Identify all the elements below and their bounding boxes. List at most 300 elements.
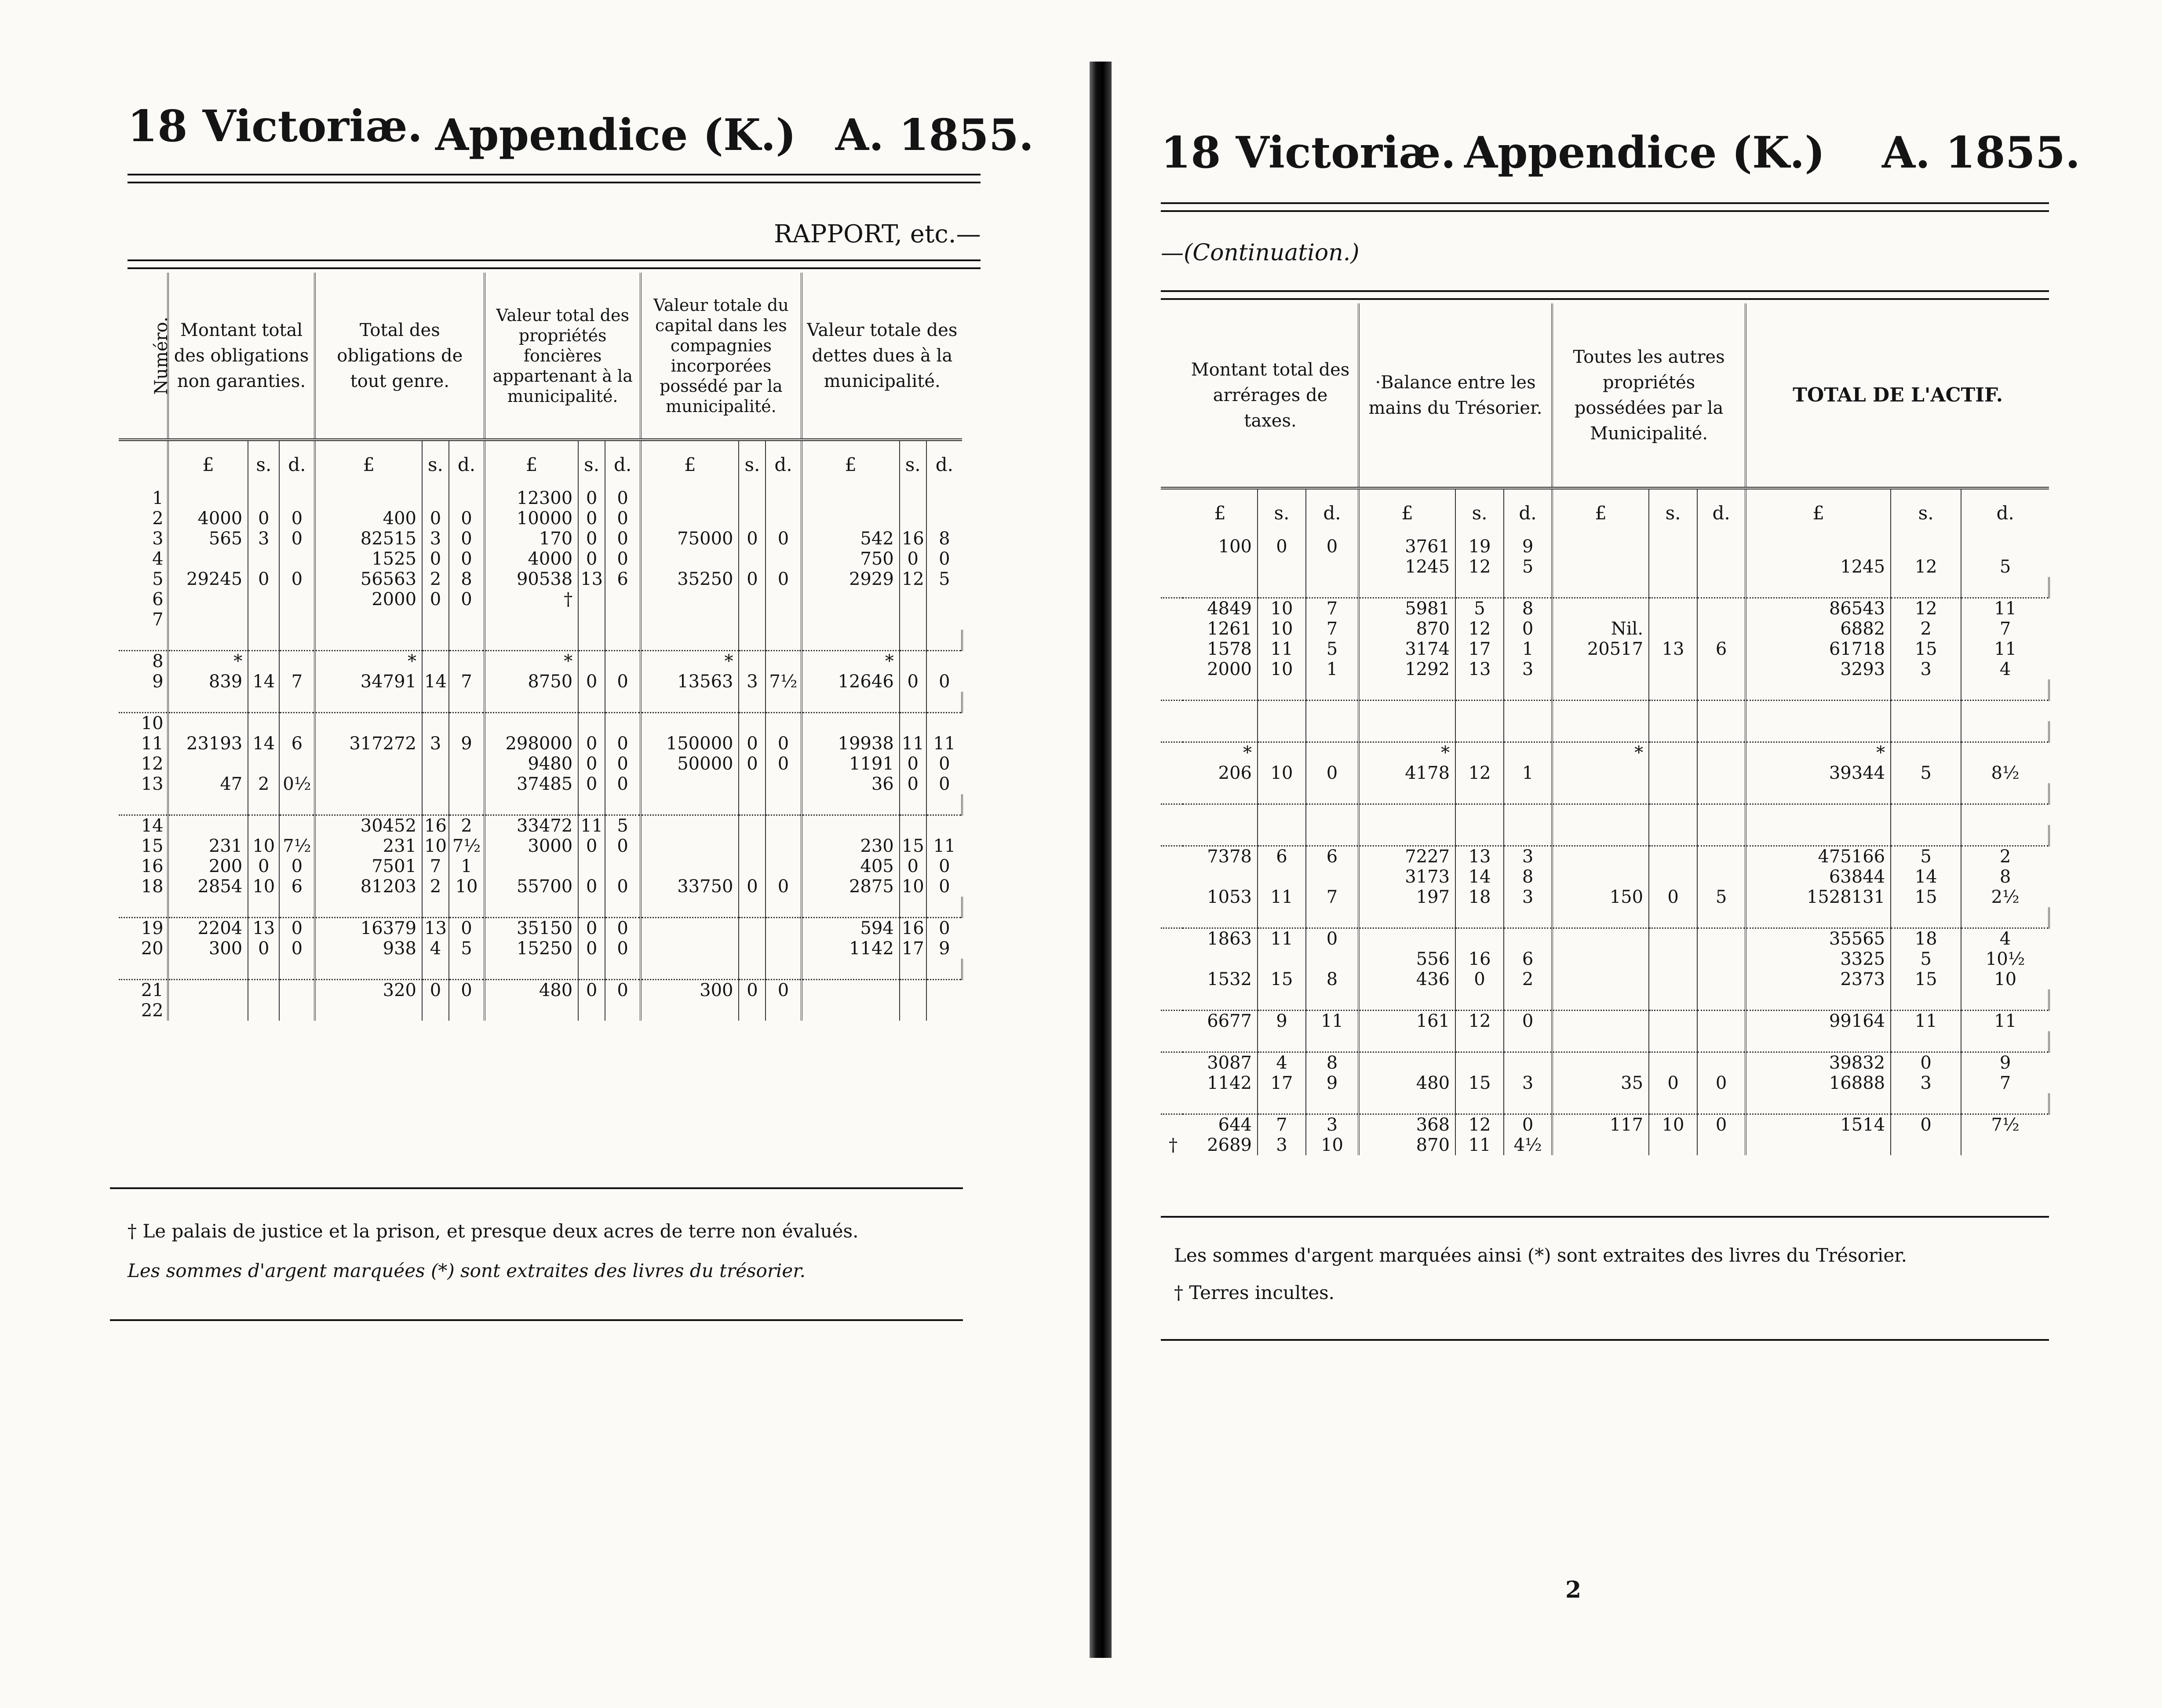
row-number: 12 <box>119 754 168 774</box>
shillings-cell: 0 <box>578 754 605 774</box>
shillings-cell <box>900 488 926 508</box>
shillings-cell <box>739 836 766 856</box>
pence-cell: 0 <box>605 938 641 959</box>
shillings-cell: 0 <box>739 754 766 774</box>
shillings-cell: 2 <box>1891 619 1961 639</box>
pence-cell: 0 <box>939 754 950 774</box>
pence-cell: 1 <box>1306 659 1359 679</box>
pence-cell <box>279 549 315 569</box>
pounds-cell <box>641 713 739 734</box>
pence-cell <box>926 980 962 1001</box>
pounds-cell: Nil. <box>1552 619 1649 639</box>
pounds-cell: 63844 <box>1746 867 1891 887</box>
pence-cell <box>926 609 962 630</box>
shillings-cell: 0 <box>422 549 449 569</box>
pence-cell: 3 <box>1504 887 1552 907</box>
shillings-cell: 17 <box>1455 639 1504 659</box>
pence-cell: 6 <box>279 734 315 754</box>
pence-cell <box>1961 742 2049 763</box>
pounds-cell: † <box>485 589 578 609</box>
pence-cell: 0 <box>605 754 641 774</box>
shillings-cell: 12 <box>900 569 926 589</box>
shillings-cell <box>1258 701 1306 722</box>
left-page <box>0 0 1046 1708</box>
book-gutter <box>1090 62 1112 1658</box>
pence-cell: 5 <box>1697 887 1746 907</box>
pence-cell: 6 <box>279 876 315 897</box>
shillings-cell: 19 <box>1455 536 1504 557</box>
shillings-cell: 0 <box>578 672 605 692</box>
shillings-cell <box>248 651 279 672</box>
pence-cell: 7 <box>1306 598 1359 619</box>
row-marker <box>1161 763 1183 783</box>
row-number: 11 <box>119 734 168 754</box>
pounds-cell: 7227 <box>1359 846 1455 867</box>
pounds-cell <box>168 815 248 836</box>
shillings-cell <box>578 1000 605 1021</box>
shillings-cell <box>1455 701 1504 722</box>
table-row <box>1161 763 2049 783</box>
table-row <box>119 856 962 876</box>
pounds-cell: 61718 <box>1746 639 1891 659</box>
shillings-cell: 0 <box>1258 536 1306 557</box>
shillings-cell: 0 <box>1649 1073 1697 1093</box>
pence-cell <box>1697 1011 1746 1032</box>
table-row <box>119 488 962 508</box>
row-marker <box>1161 659 1183 679</box>
shillings-cell: 10 <box>900 876 926 897</box>
shillings-cell <box>1891 1135 1961 1155</box>
shillings-cell: 2 <box>248 774 279 794</box>
pounds-cell: 33750 <box>641 876 739 897</box>
shillings-cell: 0 <box>578 529 605 549</box>
pence-cell: 0 <box>605 508 641 529</box>
pounds-cell <box>641 1000 739 1021</box>
pence-cell: 9 <box>939 938 950 959</box>
shillings-cell: 15 <box>1258 969 1306 989</box>
shillings-cell: 0 <box>248 938 279 959</box>
shillings-cell <box>1649 804 1697 825</box>
shillings-cell: 10 <box>248 836 279 856</box>
pounds-cell <box>802 609 900 630</box>
pounds-cell: 39344 <box>1746 763 1891 783</box>
pounds-cell: * <box>485 651 578 672</box>
pence-cell: 11 <box>1994 599 2017 619</box>
shillings-cell: 13 <box>1649 639 1697 659</box>
pounds-cell: 1142 <box>1183 1073 1258 1093</box>
shillings-cell <box>900 651 926 672</box>
table-top-rule <box>128 259 981 269</box>
pence-cell <box>1306 557 1359 577</box>
col-total-assets: TOTAL DE L'ACTIF. <box>1793 383 2003 406</box>
pounds-cell: 436 <box>1359 969 1455 989</box>
table-top-rule <box>1161 290 2049 300</box>
shillings-cell <box>1649 701 1697 722</box>
header-rule <box>1161 202 2049 212</box>
pounds-cell: 16379 <box>315 918 422 939</box>
pence-cell <box>766 774 801 794</box>
shillings-cell: 16 <box>422 815 449 836</box>
shillings-cell: 5 <box>1891 763 1961 783</box>
pence-cell <box>1697 598 1746 619</box>
pounds-cell: 12300 <box>485 488 578 508</box>
row-spacer <box>1161 783 2049 804</box>
pence-cell: 7 <box>1999 619 2011 639</box>
pounds-cell <box>168 713 248 734</box>
table-row <box>119 589 962 609</box>
pence-cell <box>1504 804 1552 825</box>
pounds-cell: 3087 <box>1183 1052 1258 1073</box>
pounds-cell <box>1183 867 1258 887</box>
shillings-cell: 11 <box>900 734 926 754</box>
pence-cell: 0 <box>1504 619 1552 639</box>
row-number: 5 <box>119 569 168 589</box>
shillings-cell <box>1649 1011 1697 1032</box>
pounds-cell <box>802 713 900 734</box>
shillings-cell: 0 <box>578 938 605 959</box>
pounds-cell <box>802 488 900 508</box>
pence-cell <box>766 589 801 609</box>
pounds-cell <box>168 754 248 774</box>
row-marker <box>1161 557 1183 577</box>
pence-cell <box>926 651 962 672</box>
pence-cell: 6 <box>1504 949 1552 969</box>
pounds-cell <box>1552 659 1649 679</box>
pence-cell: 0 <box>766 569 801 589</box>
shillings-cell <box>1891 804 1961 825</box>
pounds-cell: 35 <box>1552 1073 1649 1093</box>
shillings-cell: 0 <box>422 589 449 609</box>
pounds-cell: 480 <box>1359 1073 1455 1093</box>
pence-cell: 0 <box>605 549 641 569</box>
pounds-cell: * <box>1552 742 1649 763</box>
pence-cell: 1 <box>1504 639 1552 659</box>
shillings-cell <box>739 713 766 734</box>
pounds-cell: 2854 <box>168 876 248 897</box>
pence-cell: 0 <box>605 774 641 794</box>
pence-cell <box>766 856 801 876</box>
pounds-cell <box>641 938 739 959</box>
pounds-cell: 50000 <box>641 754 739 774</box>
shillings-cell <box>1649 619 1697 639</box>
pence-cell <box>1306 742 1359 763</box>
pence-cell <box>1697 763 1746 783</box>
pounds-cell <box>641 815 739 836</box>
shillings-cell <box>1455 928 1504 949</box>
pounds-cell: * <box>315 651 422 672</box>
table-row <box>1161 949 2049 969</box>
pence-cell <box>449 609 485 630</box>
pounds-cell: 2929 <box>802 569 900 589</box>
table-row <box>119 774 962 794</box>
shillings-cell <box>422 1000 449 1021</box>
row-spacer <box>1161 721 2049 742</box>
pounds-cell: 542 <box>802 529 900 549</box>
pence-cell <box>1697 949 1746 969</box>
pounds-cell: 86543 <box>1746 598 1891 619</box>
pence-cell: 4½ <box>1504 1135 1552 1155</box>
row-marker <box>1161 949 1183 969</box>
table-row <box>1161 1011 2049 1032</box>
pence-cell <box>1697 659 1746 679</box>
pounds-cell <box>168 589 248 609</box>
shillings-cell <box>1649 557 1697 577</box>
table-row <box>119 918 962 939</box>
shillings-cell <box>739 651 766 672</box>
pence-cell: 9 <box>1306 1073 1359 1093</box>
pounds-cell <box>315 488 422 508</box>
row-number: 22 <box>119 1000 168 1021</box>
pounds-cell: 35250 <box>641 569 739 589</box>
pence-cell: 0 <box>939 774 950 794</box>
table-row <box>1161 619 2049 639</box>
shillings-cell: 3 <box>422 529 449 549</box>
table-row <box>1161 969 2049 989</box>
pounds-cell: 231 <box>168 836 248 856</box>
row-spacer <box>119 794 962 815</box>
pounds-cell: 6677 <box>1183 1011 1258 1032</box>
col-company-capital: Valeur totale du capital dans les compagnies incorporées possédé par la municipalité. <box>641 273 801 440</box>
shillings-cell: 13 <box>578 569 605 589</box>
table-row <box>1161 887 2049 907</box>
shillings-cell: 10 <box>1649 1114 1697 1135</box>
shillings-cell: 11 <box>578 815 605 836</box>
pence-cell: 0 <box>1504 1011 1552 1032</box>
table-row <box>119 529 962 549</box>
shillings-cell: 14 <box>422 672 449 692</box>
pounds-cell: 30452 <box>315 815 422 836</box>
pounds-cell: 320 <box>315 980 422 1001</box>
shillings-cell: 13 <box>248 918 279 939</box>
shillings-cell <box>900 508 926 529</box>
pence-cell: 0 <box>1306 763 1359 783</box>
pounds-cell: 938 <box>315 938 422 959</box>
pounds-cell: 3000 <box>485 836 578 856</box>
shillings-cell <box>1649 969 1697 989</box>
pounds-cell: 1525 <box>315 549 422 569</box>
shillings-cell <box>1649 928 1697 949</box>
shillings-cell <box>900 609 926 630</box>
pence-cell <box>1306 804 1359 825</box>
pence-cell <box>449 754 485 774</box>
pence-cell: 5 <box>605 815 641 836</box>
pence-cell <box>449 713 485 734</box>
pounds-cell: * <box>1359 742 1455 763</box>
pence-cell: 0 <box>449 918 485 939</box>
pence-cell: 0 <box>1697 1073 1746 1093</box>
pence-cell: 5 <box>1504 557 1552 577</box>
pounds-cell: 150000 <box>641 734 739 754</box>
row-marker <box>1161 846 1183 867</box>
shillings-cell <box>248 713 279 734</box>
table-row <box>119 508 962 529</box>
shillings-cell <box>900 980 926 1001</box>
pounds-cell: 1053 <box>1183 887 1258 907</box>
shillings-cell: 15 <box>1891 639 1961 659</box>
pounds-cell: 20517 <box>1552 639 1649 659</box>
shillings-cell: 0 <box>739 734 766 754</box>
shillings-cell <box>1649 763 1697 783</box>
pounds-cell <box>168 549 248 569</box>
pence-cell: 10½ <box>1985 949 2025 969</box>
pence-cell <box>1306 867 1359 887</box>
pence-cell: 9 <box>1999 1053 2011 1073</box>
pence-cell: 3 <box>1504 1073 1552 1093</box>
table-row <box>1161 742 2049 763</box>
pence-cell: 0 <box>605 876 641 897</box>
shillings-cell: 4 <box>1258 1052 1306 1073</box>
pounds-cell <box>802 980 900 1001</box>
pence-cell: 0 <box>939 876 950 897</box>
shillings-cell: 12 <box>1455 619 1504 639</box>
pounds-cell <box>1552 557 1649 577</box>
row-marker <box>1161 867 1183 887</box>
pounds-cell: 39832 <box>1746 1052 1891 1073</box>
table-row <box>1161 536 2049 557</box>
shillings-cell <box>578 713 605 734</box>
row-marker <box>1161 742 1183 763</box>
pounds-cell: 594 <box>802 918 900 939</box>
header-rule <box>128 174 981 183</box>
table-row <box>119 569 962 589</box>
pence-cell: 9 <box>449 734 485 754</box>
pence-cell <box>1504 701 1552 722</box>
shillings-cell: 0 <box>578 918 605 939</box>
pence-cell <box>279 488 315 508</box>
pence-cell <box>449 488 485 508</box>
pounds-cell: 870 <box>1359 1135 1455 1155</box>
pence-cell: 0 <box>449 529 485 549</box>
shillings-cell: 13 <box>1455 659 1504 679</box>
shillings-cell: 10 <box>1258 619 1306 639</box>
pounds-cell <box>315 609 422 630</box>
table-row <box>119 609 962 630</box>
row-number: 16 <box>119 856 168 876</box>
shillings-cell: 15 <box>1891 969 1961 989</box>
row-number: 6 <box>119 589 168 609</box>
row-marker <box>1161 701 1183 722</box>
pence-cell: 0 <box>766 754 801 774</box>
shillings-cell: 3 <box>248 529 279 549</box>
pounds-cell: 161 <box>1359 1011 1455 1032</box>
row-spacer <box>119 897 962 918</box>
row-spacer <box>119 959 962 980</box>
table-row <box>1161 804 2049 825</box>
pounds-cell <box>485 713 578 734</box>
pence-cell <box>926 589 962 609</box>
pence-cell: 7½ <box>279 836 315 856</box>
shillings-cell <box>1258 867 1306 887</box>
shillings-cell: 0 <box>422 980 449 1001</box>
shillings-cell <box>422 774 449 794</box>
pence-cell: 0 <box>449 508 485 529</box>
pence-cell <box>279 1000 315 1021</box>
shillings-cell: 0 <box>900 672 926 692</box>
pence-cell: 2 <box>449 815 485 836</box>
pence-cell <box>605 589 641 609</box>
row-marker <box>1161 1114 1183 1135</box>
pence-cell <box>1697 536 1746 557</box>
table-row <box>119 1000 962 1021</box>
row-number: 7 <box>119 609 168 630</box>
shillings-cell <box>900 1000 926 1021</box>
header-title: Appendice (K.) <box>435 110 796 161</box>
table-row <box>119 672 962 692</box>
pence-cell: 0 <box>449 980 485 1001</box>
shillings-cell: 10 <box>1258 763 1306 783</box>
shillings-cell <box>900 713 926 734</box>
table-row <box>1161 846 2049 867</box>
pounds-cell: 400 <box>315 508 422 529</box>
pence-cell: 9 <box>1504 536 1552 557</box>
table-row <box>119 651 962 672</box>
pence-cell <box>1697 701 1746 722</box>
shillings-cell: 13 <box>422 918 449 939</box>
shillings-cell: 0 <box>739 876 766 897</box>
row-spacer <box>1161 825 2049 846</box>
pence-cell: 0 <box>279 918 315 939</box>
shillings-cell <box>1649 598 1697 619</box>
pounds-cell <box>1183 949 1258 969</box>
table-row <box>119 734 962 754</box>
shillings-cell: 5 <box>1455 598 1504 619</box>
shillings-cell: 11 <box>1258 639 1306 659</box>
pounds-cell: 13563 <box>641 672 739 692</box>
pounds-cell: 4849 <box>1183 598 1258 619</box>
pence-cell: 7 <box>449 672 485 692</box>
shillings-cell <box>1649 867 1697 887</box>
shillings-cell: 12 <box>1455 763 1504 783</box>
shillings-cell: 0 <box>422 508 449 529</box>
row-marker <box>1161 619 1183 639</box>
table-bottom-rule <box>110 1187 963 1189</box>
pence-cell: 0 <box>279 569 315 589</box>
row-spacer <box>1161 989 2049 1011</box>
pence-cell: 8½ <box>1991 763 2020 783</box>
shillings-cell <box>1455 804 1504 825</box>
pounds-cell <box>1552 846 1649 867</box>
shillings-cell <box>1258 557 1306 577</box>
pence-cell: 8 <box>449 569 485 589</box>
shillings-cell <box>739 815 766 836</box>
row-marker <box>1161 969 1183 989</box>
shillings-cell: 11 <box>1891 1011 1961 1032</box>
shillings-cell <box>422 754 449 774</box>
pence-cell <box>279 589 315 609</box>
pounds-cell: 4000 <box>168 508 248 529</box>
pence-cell <box>1306 701 1359 722</box>
pounds-cell <box>641 836 739 856</box>
row-spacer <box>1161 907 2049 928</box>
pence-cell: 5 <box>1306 639 1359 659</box>
header-reign: 18 Victoriæ. <box>1161 128 1456 178</box>
pence-cell: 0 <box>605 836 641 856</box>
table-row <box>1161 928 2049 949</box>
pence-cell: 2 <box>1999 847 2011 867</box>
pence-cell <box>1306 949 1359 969</box>
pence-cell: 11 <box>933 836 956 856</box>
footer-rule <box>110 1319 963 1321</box>
shillings-cell: 15 <box>1455 1073 1504 1093</box>
table-row <box>1161 1135 2049 1155</box>
pence-cell <box>279 651 315 672</box>
pounds-cell: 839 <box>168 672 248 692</box>
pounds-cell <box>1359 928 1455 949</box>
header-reign: 18 Victoriæ. <box>128 101 423 152</box>
pence-cell <box>766 488 801 508</box>
shillings-cell <box>900 815 926 836</box>
pounds-cell <box>641 508 739 529</box>
